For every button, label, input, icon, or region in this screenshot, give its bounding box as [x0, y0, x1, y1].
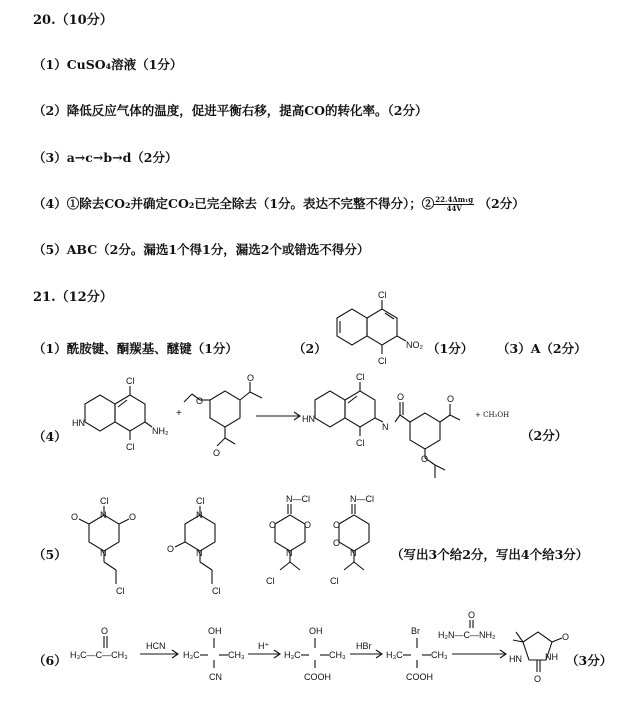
q20-answer-2: （2）降低反应气体的温度，促进平衡右移，提高CO的转化率。（2分） [33, 103, 428, 118]
q20-answer-4-score: （2分） [478, 196, 525, 211]
amino-label: NH₂ [152, 426, 169, 436]
nitrogen-label: N [196, 548, 203, 558]
q20-answer-3: （3）a→c→b→d（2分） [33, 150, 178, 165]
chlorine-label: Cl [378, 290, 387, 300]
q20-title: 20.（10分） [33, 13, 113, 28]
q21-answer-4-byproduct: + CH₃OH [475, 411, 510, 419]
nitrogen-label: N [286, 548, 293, 558]
plus-sign: + [176, 408, 182, 419]
q21-answer-6-label: （6） [33, 653, 67, 668]
nitrogen-label: N [196, 510, 203, 520]
amide-oxygen-label: O [397, 392, 405, 402]
q21-answer-4-label: （4） [33, 429, 67, 444]
ketone-oxygen-label: O [213, 448, 221, 458]
chlorine-label: Cl [126, 376, 135, 386]
carboxyl-label: COOH [304, 672, 331, 682]
ring-oxygen-label: O [269, 520, 277, 530]
nh-label: NH [545, 652, 558, 662]
imine-chlorine-label: N—Cl [286, 494, 310, 504]
nitrogen-label: N [100, 510, 107, 520]
nitrogen-label: N [100, 548, 107, 558]
carbonyl-oxygen-label: O [534, 674, 542, 684]
q21-answer-2-score: （1分） [427, 341, 474, 356]
q21-answer-1: （1）酰胺键、酮羰基、醚键（1分） [33, 341, 238, 356]
methyl-label: H₃C [284, 650, 301, 660]
carbonyl-oxygen-label: O [71, 512, 79, 522]
q21-answer-3: （3）A（2分） [497, 341, 587, 356]
hydroxyl-label: OH [309, 626, 323, 636]
ether-oxygen-label: O [196, 396, 204, 406]
amide-nh-label: N [382, 422, 389, 432]
q21-answer-6-route [68, 610, 588, 710]
q21-answer-5-isomer-4 [322, 494, 402, 604]
ether-oxygen-label: O [421, 454, 429, 464]
q21-answer-6-score: （3分） [566, 653, 613, 668]
chlorine-label: Cl [356, 372, 365, 382]
hn-label: HN [509, 654, 522, 664]
methyl-label: H₃C [386, 650, 403, 660]
chlorine-label: Cl [196, 496, 205, 506]
bromine-label: Br [411, 626, 420, 636]
chlorine-label: Cl [378, 356, 387, 366]
imine-chlorine-label: N—Cl [350, 494, 374, 504]
urea-oxygen-label: O [468, 610, 476, 620]
carbonyl-oxygen-label: O [562, 632, 570, 642]
ring-oxygen-label: O [333, 520, 341, 530]
q21-answer-5-isomer-1 [64, 494, 144, 604]
chlorine-label: Cl [356, 438, 365, 448]
fraction-denominator: 44V [446, 204, 462, 213]
reagent-hbr: HBr [356, 641, 372, 651]
q20-answer-1: （1）CuSO₄溶液（1分） [33, 57, 183, 72]
q20-answer-5: （5）ABC（2分。漏选1个得1分，漏选2个或错选不得分） [33, 242, 370, 257]
q21-answer-5-isomer-2 [165, 494, 245, 604]
carbonyl-oxygen-label: O [167, 544, 175, 554]
amine-label: HN [72, 418, 85, 428]
amine-label: HN [302, 414, 315, 424]
fraction-numerator: 22.4Δm₁g [435, 195, 474, 204]
q21-answer-2-label: （2） [293, 341, 327, 356]
acetone-formula: H₃C—C—CH₃ [70, 650, 128, 660]
methyl-label: CH₃ [228, 650, 245, 660]
q20-answer-4-fraction [434, 196, 474, 213]
ketone-oxygen-label: O [447, 394, 455, 404]
q21-answer-4-arrow [254, 410, 304, 422]
methyl-label: H₃C [183, 650, 200, 660]
ring-oxygen-label: O [333, 538, 341, 548]
q21-answer-5-note: （写出3个给2分，写出4个给3分） [391, 547, 589, 562]
reagent-acid: H⁺ [258, 641, 270, 651]
chlorine-label: Cl [126, 442, 135, 452]
nitro-label: NO₂ [406, 340, 423, 350]
chlorine-label: Cl [100, 496, 109, 506]
ketone-oxygen-label: O [101, 626, 109, 636]
methyl-label: CH₃ [329, 650, 346, 660]
nitrogen-label: N [350, 548, 357, 558]
chlorine-label: Cl [330, 576, 339, 586]
q21-answer-2-structure [322, 288, 432, 378]
q21-answer-4-reactant-1 [70, 374, 170, 464]
q21-title: 21.（12分） [33, 290, 113, 305]
q20-answer-4-text: （4）①除去CO₂并确定CO₂已完全除去（1分。表达不完整不得分）；② [33, 196, 435, 211]
q20-answer-4 [33, 194, 525, 213]
carboxyl-label: COOH [406, 672, 433, 682]
methyl-label: CH₃ [431, 650, 448, 660]
reagent-hcn: HCN [146, 641, 166, 651]
chlorine-label: Cl [212, 586, 221, 596]
q21-answer-5-label: （5） [33, 547, 67, 562]
nitrile-label: CN [209, 672, 222, 682]
urea-formula: H₂N—C—NH₂ [438, 630, 496, 640]
hydroxyl-label: OH [208, 626, 222, 636]
ring-oxygen-label: O [304, 520, 312, 530]
q21-answer-4-score: （2分） [521, 428, 568, 443]
chlorine-label: Cl [266, 576, 275, 586]
carbonyl-oxygen-label: O [129, 512, 137, 522]
carbonyl-oxygen-label: O [247, 373, 255, 383]
q21-answer-4-product [300, 370, 470, 490]
chlorine-label: Cl [116, 586, 125, 596]
